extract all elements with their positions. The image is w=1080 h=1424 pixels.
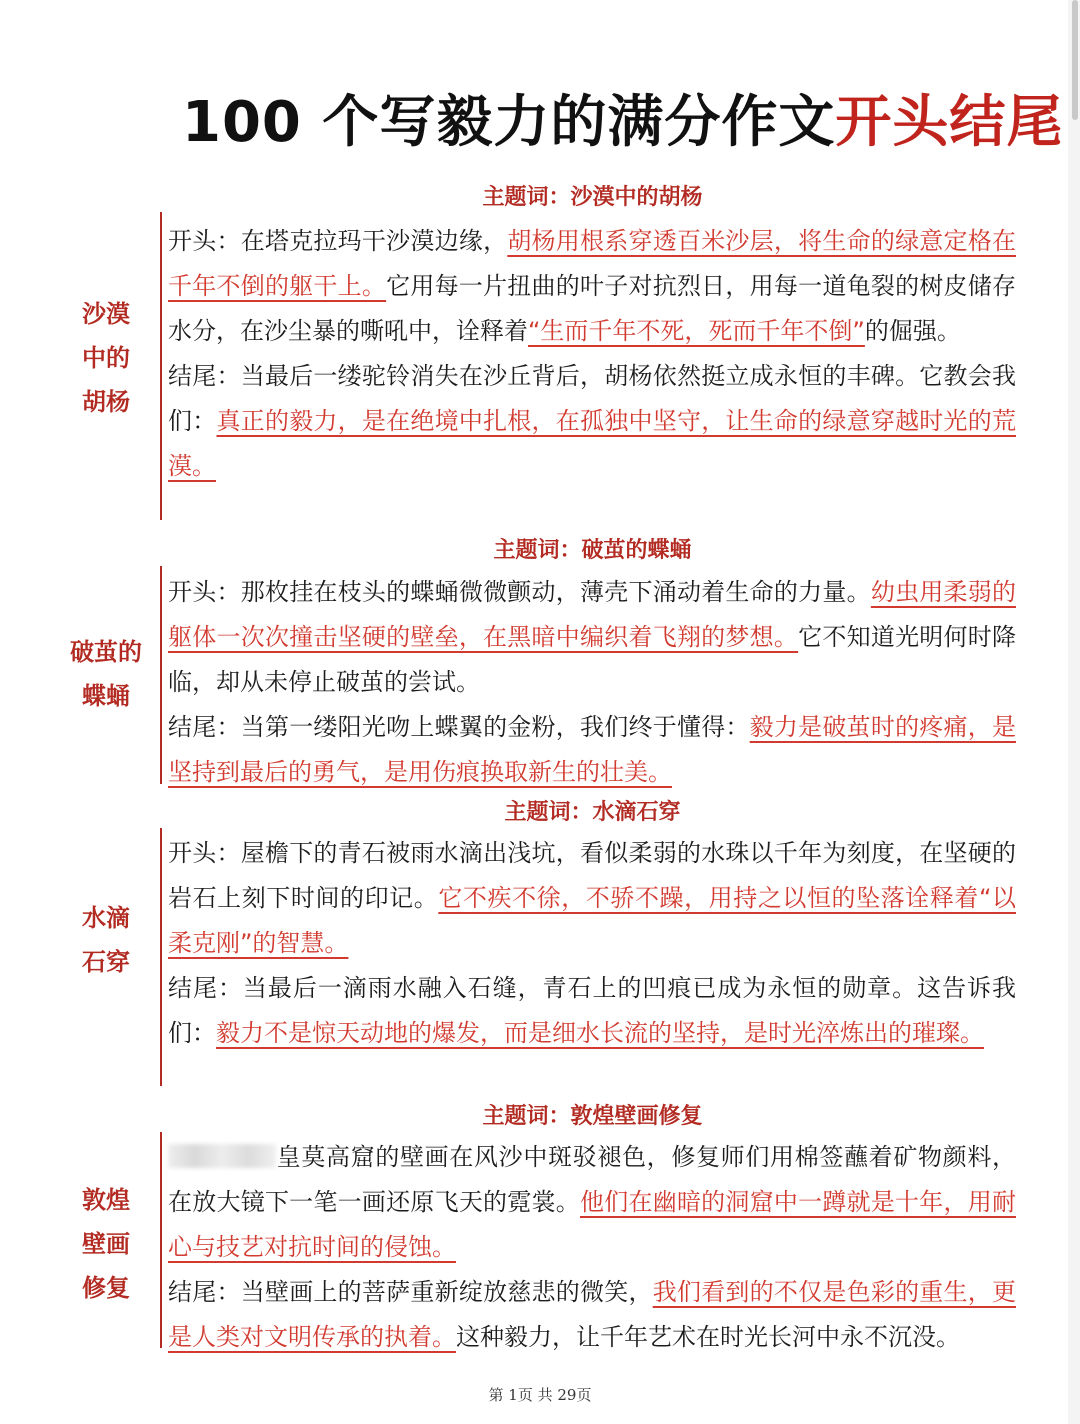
opening-paragraph (168, 219, 1016, 354)
opening-label: 开头： (168, 839, 241, 867)
section-rail (160, 566, 162, 784)
side-label-line: 石穿 (82, 948, 130, 976)
highlight-text: 我们看到的不仅是色彩的重生，更是人类对文明传承的执着。 (168, 1278, 1017, 1351)
side-label (60, 896, 152, 984)
side-label-line: 敦煌 (82, 1186, 130, 1214)
text: 那枚挂在枝头的蝶蛹微微颤动，薄壳下涌动着生命的力量。 (240, 578, 871, 606)
text: 它不知道光明何时降临，却从未停止破茧的尝试。 (168, 623, 1017, 696)
text: 它用每一片扭曲的叶子对抗烈日，用每一道龟裂的树皮储存水分，在沙尘暴的嘶吼中，诠释着 (168, 272, 1017, 345)
section-rail (160, 212, 162, 520)
ending-paragraph (168, 354, 1016, 489)
side-label-line: 破茧的 (70, 638, 142, 666)
section-body (168, 1135, 1016, 1360)
side-label-line: 蝶蛹 (82, 682, 130, 710)
ending-label: 结尾： (168, 713, 241, 741)
highlight-text: 它不疾不徐，不骄不躁，用持之以恒的坠落诠释着“以柔克刚”的智慧。 (168, 884, 1017, 957)
highlight-text: 毅力是破茧时的疼痛，是坚持到最后的勇气，是用伤痕换取新生的壮美。 (168, 713, 1017, 786)
ending-paragraph (168, 1270, 1016, 1360)
side-label (60, 292, 152, 424)
ending-paragraph (168, 966, 1016, 1056)
section-body (168, 219, 1016, 489)
side-label-line: 沙漠 (82, 300, 130, 328)
highlight-text: 真正的毅力，是在绝境中扎根，在孤独中坚守，让生命的绿意穿越时光的荒漠。 (168, 407, 1017, 480)
ending-label: 结尾： (168, 362, 241, 390)
highlight-text: 幼虫用柔弱的躯体一次次撞击坚硬的壁垒，在黑暗中编织着飞翔的梦想。 (168, 578, 1017, 651)
opening-label: 开头： (168, 227, 241, 255)
ending-paragraph (168, 705, 1016, 795)
text: 当最后一滴雨水融入石缝，青石上的凹痕已成为永恒的勋章。这告诉我们： (168, 974, 1017, 1047)
section-body (168, 831, 1016, 1056)
highlight-text: 毅力不是惊天动地的爆发，而是细水长流的坚持，是时光淬炼出的璀璨。 (216, 1019, 984, 1047)
text: 在塔克拉玛干沙漠边缘， (240, 227, 508, 255)
text: 当壁画上的菩萨重新绽放慈悲的微笑， (240, 1278, 653, 1306)
side-label-line: 修复 (82, 1274, 130, 1302)
side-label-line: 水滴 (82, 904, 130, 932)
highlight-text: “生而千年不死，死而千年不倒” (528, 317, 865, 345)
page-footer: 第 1页 共 29页 (488, 1386, 592, 1404)
opening-paragraph (168, 570, 1016, 705)
scrollbar-thumb[interactable] (1072, 0, 1078, 120)
redacted-area (168, 1144, 276, 1168)
side-label-line: 胡杨 (82, 388, 130, 416)
text: 这种毅力，让千年艺术在时光长河中永不沉没。 (456, 1323, 960, 1351)
opening-paragraph (168, 1135, 1016, 1270)
topic-heading: 主题词：敦煌壁画修复 (482, 1104, 703, 1129)
text: 屋檐下的青石被雨水滴出浅坑，看似柔弱的水珠以千年为刻度，在坚硬的岩石上刻下时间的印记。 (168, 839, 1017, 912)
title-accent: 开头结尾 (835, 90, 1064, 155)
topic-heading: 主题词：破茧的蝶蛹 (493, 538, 692, 563)
highlight-text: 他们在幽暗的洞窟中一蹲就是十年，用耐心与技艺对抗时间的侵蚀。 (168, 1188, 1016, 1261)
ending-label: 结尾： (168, 1278, 241, 1306)
text: 当第一缕阳光吻上蝶翼的金粉，我们终于懂得： (240, 713, 750, 741)
title-main: 100 个写毅力的满分作文 (182, 90, 836, 155)
side-label-line: 中的 (82, 344, 130, 372)
section-rail (160, 828, 162, 1086)
text: 的倔强。 (864, 317, 961, 345)
topic-heading: 主题词：沙漠中的胡杨 (482, 185, 703, 210)
side-label (60, 630, 152, 718)
text: 皇莫高窟的壁画在风沙中斑驳褪色，修复师们用棉签蘸着矿物颜料，在放大镜下一笔一画还原飞天的霓裳。 (168, 1143, 1016, 1216)
side-label (60, 1178, 152, 1310)
side-label-line: 壁画 (82, 1230, 130, 1258)
section-body (168, 570, 1016, 795)
page-title (182, 78, 1062, 158)
text: 当最后一缕驼铃消失在沙丘背后，胡杨依然挺立成永恒的丰碑。它教会我们： (168, 362, 1017, 435)
ending-label: 结尾： (168, 974, 243, 1002)
opening-label: 开头： (168, 578, 241, 606)
scrollbar-track[interactable] (1068, 0, 1080, 1424)
topic-heading: 主题词：水滴石穿 (504, 800, 681, 825)
opening-paragraph (168, 831, 1016, 966)
section-rail (160, 1132, 162, 1348)
highlight-text: 胡杨用根系穿透百米沙层，将生命的绿意定格在千年不倒的躯干上。 (168, 227, 1017, 300)
